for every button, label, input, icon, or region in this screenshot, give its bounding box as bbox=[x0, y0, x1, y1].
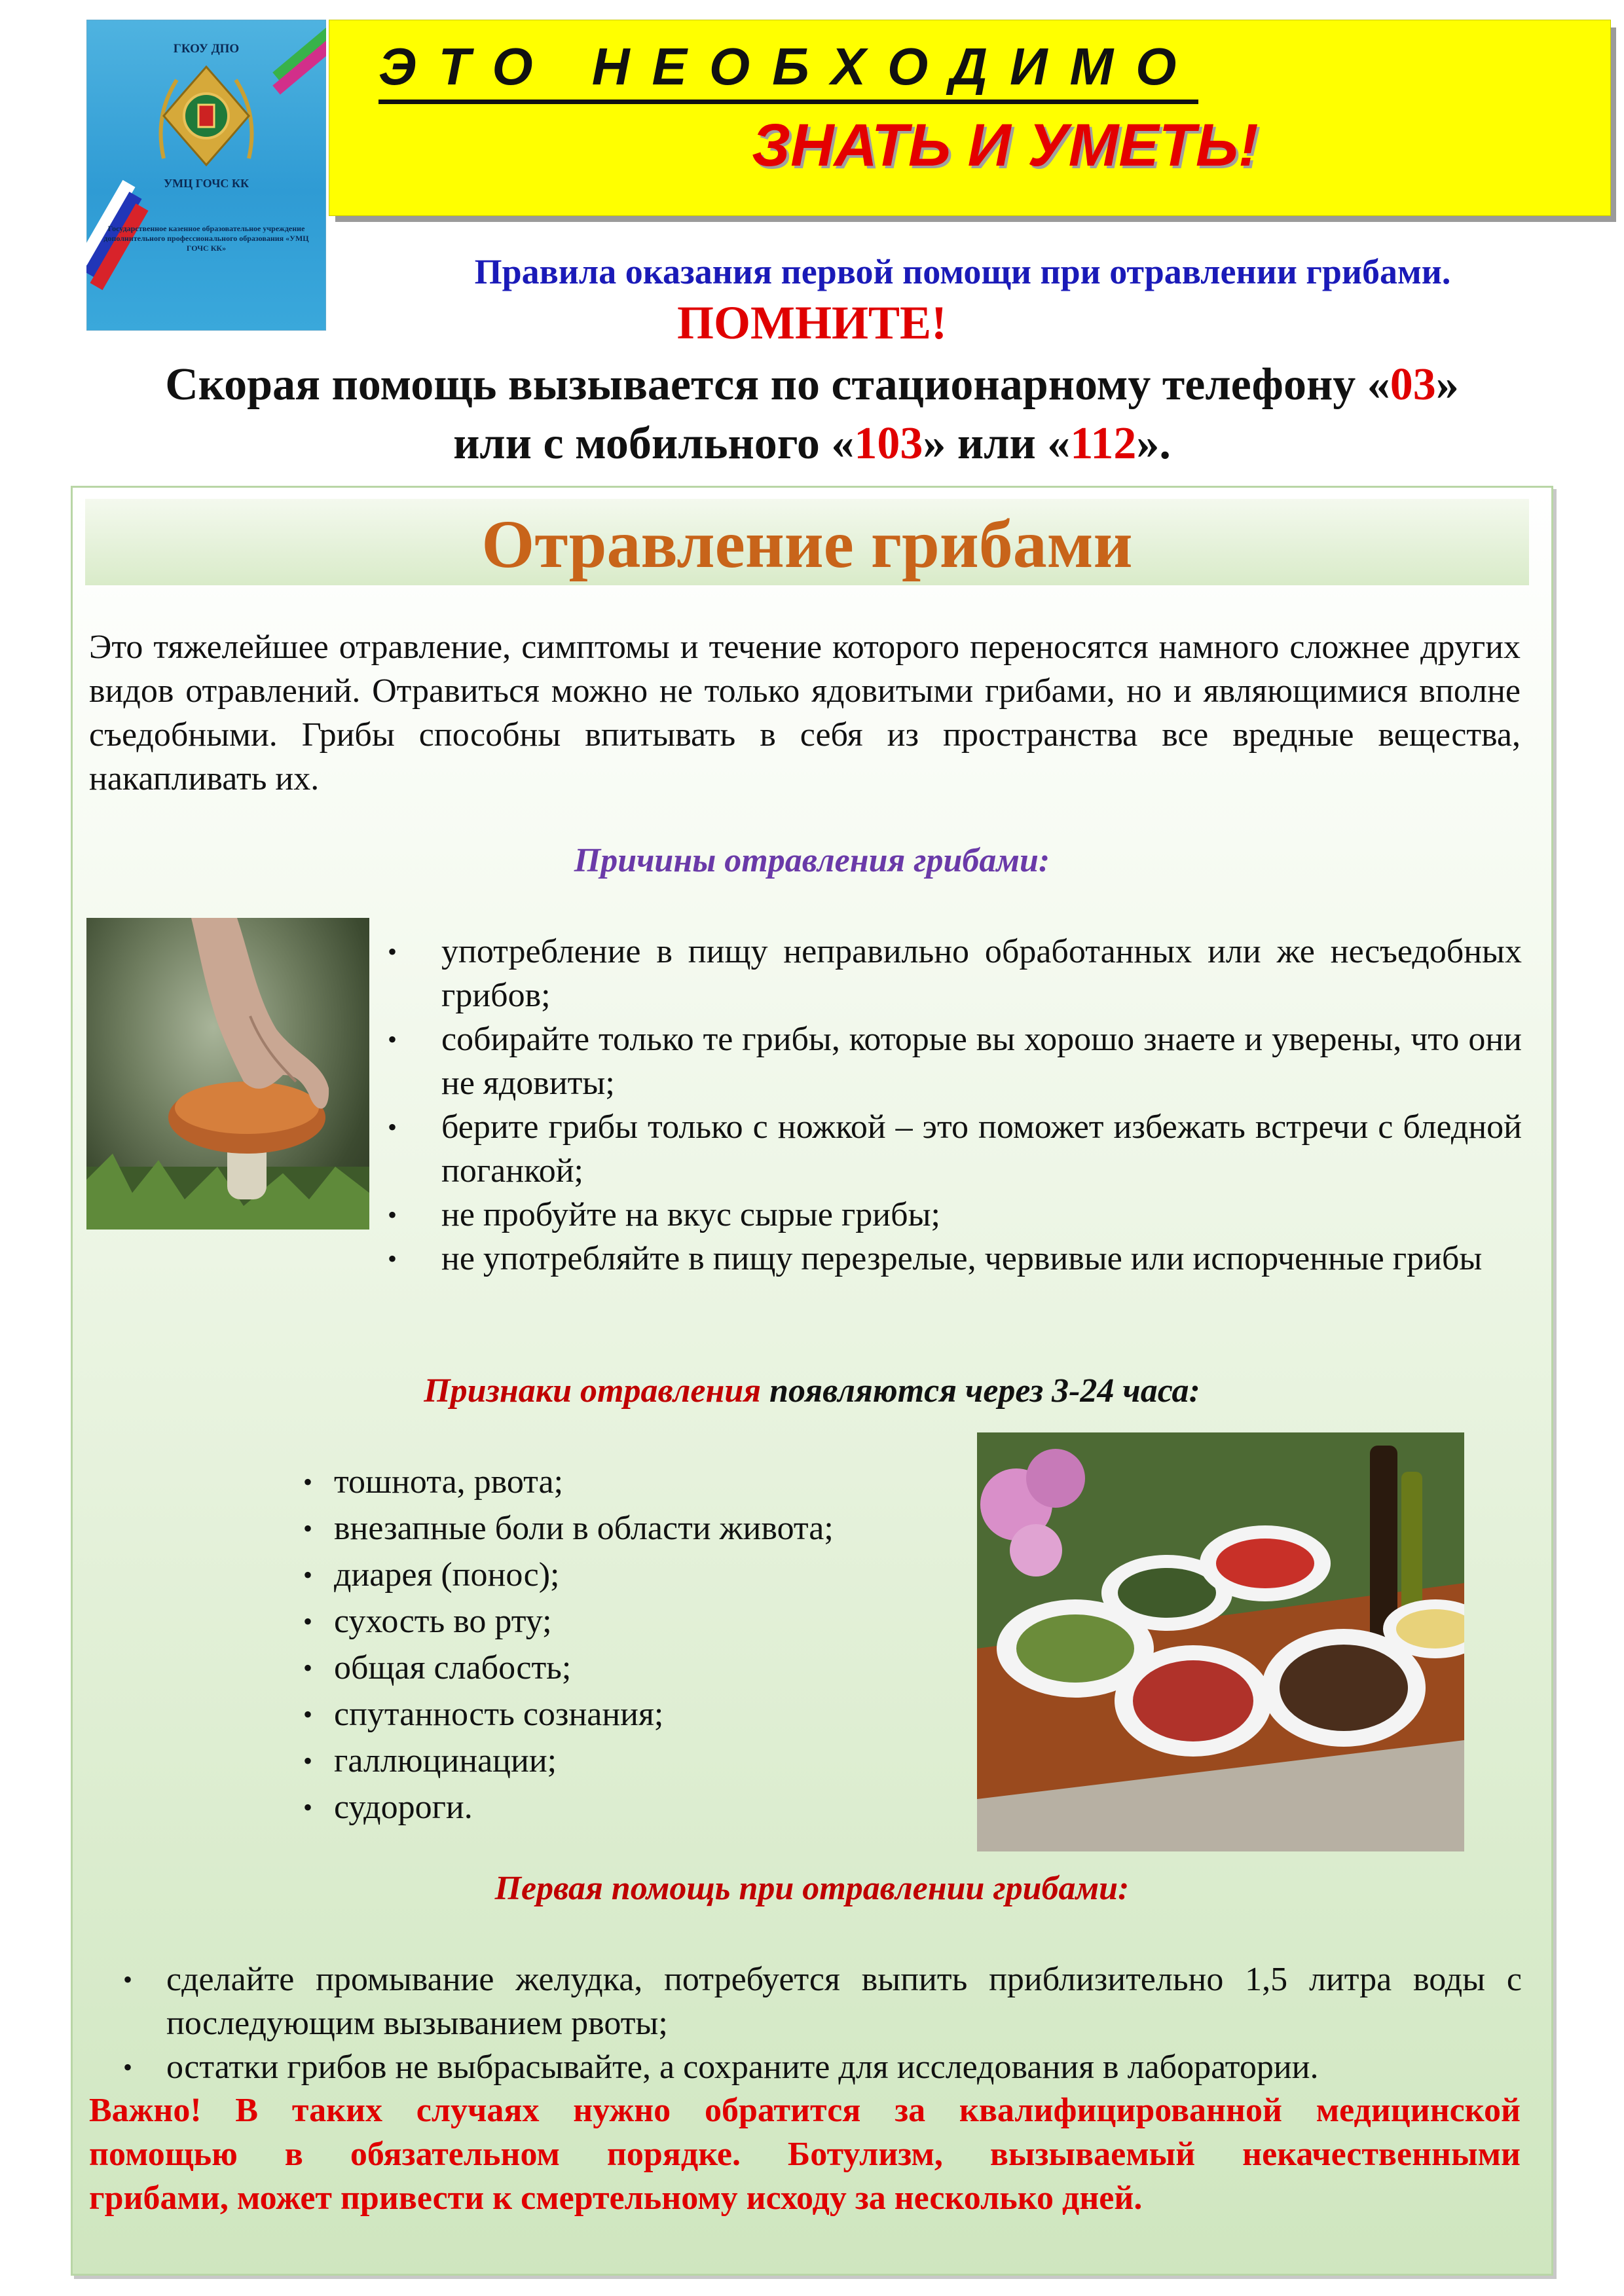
logo-org-full: Государственное казенное образовательное учреждение дополнительного профессионального образования «УМЦ ГОЧС КК» bbox=[103, 224, 309, 253]
causes-heading: Причины отравления грибами: bbox=[574, 842, 1050, 879]
remember-heading: ПОМНИТЕ! bbox=[677, 297, 947, 349]
list-item bbox=[303, 1691, 963, 1738]
bullet-icon: • bbox=[388, 1025, 397, 1054]
food-illustration-icon bbox=[977, 1432, 1464, 1851]
cause-text: не пробуйте на вкус сырые грибы; bbox=[441, 1196, 940, 1233]
panel-title: Отравление грибами bbox=[481, 507, 1133, 582]
banner-line1: ЭТО НЕОБХОДИМО bbox=[378, 37, 1198, 104]
bullet-icon: • bbox=[123, 2052, 133, 2082]
bullet-icon: • bbox=[303, 1700, 312, 1729]
mushroom-illustration-icon bbox=[86, 918, 369, 1230]
bullet-icon: • bbox=[303, 1746, 312, 1776]
signs-list bbox=[303, 1459, 963, 1831]
bullet-icon: • bbox=[303, 1467, 312, 1497]
list-item bbox=[303, 1598, 963, 1645]
sign-text: спутанность сознания; bbox=[334, 1696, 664, 1733]
important-line: грибами, может привести к смертельному исходу за несколько дней. bbox=[89, 2179, 1143, 2217]
signs-heading-rest: появляются через 3-24 часа: bbox=[761, 1372, 1200, 1410]
phone-text: ». bbox=[1136, 418, 1171, 469]
phone-number-mobile: 103 bbox=[854, 418, 923, 469]
list-item bbox=[388, 1193, 1522, 1237]
important-line: помощью в обязательном порядке. Ботулизм, вызываемый некачественными bbox=[89, 2136, 1521, 2173]
food-table-photo bbox=[977, 1432, 1464, 1851]
sign-text: диарея (понос); bbox=[334, 1556, 560, 1594]
list-item bbox=[388, 930, 1522, 1017]
bullet-icon: • bbox=[303, 1653, 312, 1683]
signs-heading bbox=[0, 1372, 1624, 1410]
phone-line-2 bbox=[0, 418, 1624, 470]
first-aid-list bbox=[123, 1958, 1522, 2089]
important-note bbox=[89, 2088, 1521, 2220]
emblem-shield-icon bbox=[151, 60, 262, 172]
sign-text: сухость во рту; bbox=[334, 1603, 552, 1640]
cause-text: берите грибы только с ножкой – это поможет избежать встречи с бледной поганкой; bbox=[441, 1108, 1522, 1190]
cause-text: употребление в пищу неправильно обработанных или же несъедобных грибов; bbox=[441, 933, 1522, 1014]
phone-text: » или « bbox=[923, 418, 1071, 469]
first-aid-heading: Первая помощь при отравлении грибами: bbox=[494, 1870, 1130, 1907]
banner-line2: ЗНАТЬ И УМЕТЬ! bbox=[752, 112, 1259, 179]
intro-paragraph: Это тяжелейшее отравление, симптомы и течение которого переносятся намного сложнее других видов отравлений. Отравиться можно не только ядовитыми грибами, но и являющимися вполне съедобными. Грибы способны впитывать в себя из пространства все вредные вещества, накапливать их. bbox=[89, 629, 1521, 797]
phone-number-emergency: 112 bbox=[1070, 418, 1137, 469]
bullet-icon: • bbox=[303, 1793, 312, 1822]
list-item bbox=[303, 1552, 963, 1598]
bullet-icon: • bbox=[388, 1112, 397, 1142]
cause-text: собирайте только те грибы, которые вы хорошо знаете и уверены, что они не ядовиты; bbox=[441, 1021, 1522, 1102]
phone-number-fixed: 03 bbox=[1390, 359, 1436, 410]
list-item bbox=[303, 1645, 963, 1691]
aid-text: сделайте промывание желудка, потребуется выпить приблизительно 1,5 литра воды с последующим вызыванием рвоты; bbox=[166, 1961, 1522, 2042]
list-item bbox=[303, 1738, 963, 1784]
bullet-icon: • bbox=[303, 1607, 312, 1636]
sign-text: общая слабость; bbox=[334, 1649, 572, 1686]
list-item bbox=[123, 2045, 1522, 2089]
bullet-icon: • bbox=[388, 1200, 397, 1230]
phone-text: Скорая помощь вызывается по стационарному телефону « bbox=[165, 359, 1390, 410]
list-item bbox=[388, 1105, 1522, 1193]
phone-line-1 bbox=[0, 359, 1624, 411]
list-item bbox=[388, 1017, 1522, 1105]
logo-org-short: ГКОУ ДПО bbox=[173, 42, 240, 56]
phone-text: или с мобильного « bbox=[453, 418, 855, 469]
sign-text: внезапные боли в области живота; bbox=[334, 1510, 834, 1547]
list-item bbox=[388, 1237, 1522, 1281]
causes-list bbox=[388, 930, 1522, 1281]
sign-text: тошнота, рвота; bbox=[334, 1463, 564, 1501]
bullet-icon: • bbox=[388, 937, 397, 966]
cause-text: не употребляйте в пищу перезрелые, червивые или испорченные грибы bbox=[441, 1240, 1483, 1277]
phone-text: » bbox=[1435, 359, 1459, 410]
aid-text: остатки грибов не выбрасывайте, а сохраните для исследования в лаборатории. bbox=[166, 2049, 1319, 2086]
sign-text: судороги. bbox=[334, 1789, 473, 1826]
list-item bbox=[303, 1505, 963, 1552]
bullet-icon: • bbox=[303, 1560, 312, 1590]
org-logo bbox=[86, 20, 326, 331]
rules-title: Правила оказания первой помощи при отравлении грибами. bbox=[474, 252, 1451, 291]
logo-center-short: УМЦ ГОЧС КК bbox=[163, 177, 249, 190]
bullet-icon: • bbox=[303, 1514, 312, 1543]
mushroom-photo bbox=[86, 918, 369, 1230]
list-item bbox=[303, 1459, 963, 1505]
list-item bbox=[303, 1784, 963, 1831]
list-item bbox=[123, 1958, 1522, 2045]
bullet-icon: • bbox=[388, 1244, 397, 1273]
signs-heading-red: Признаки отравления bbox=[424, 1372, 762, 1410]
sign-text: галлюцинации; bbox=[334, 1742, 557, 1779]
important-line: Важно! В таких случаях нужно обратится за квалифицированной медицинской bbox=[89, 2092, 1521, 2129]
bullet-icon: • bbox=[123, 1965, 133, 1994]
